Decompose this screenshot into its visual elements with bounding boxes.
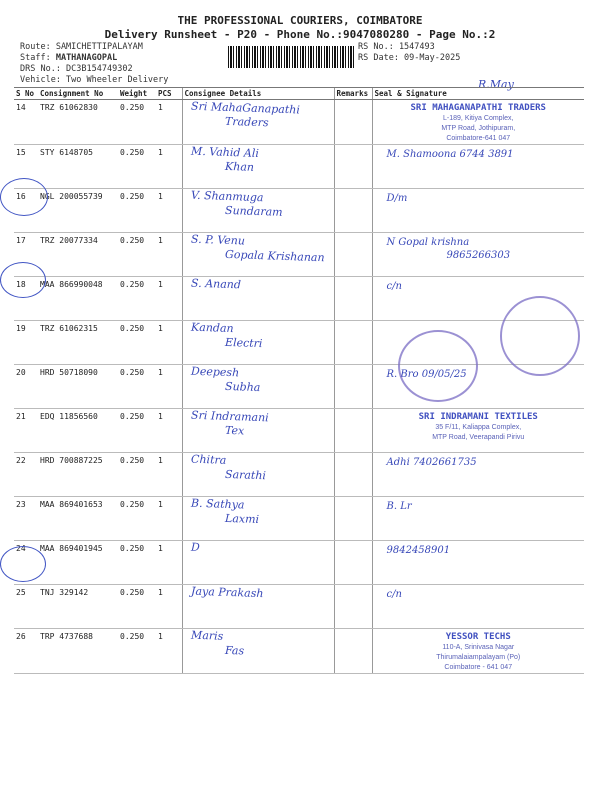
circle-mark-25	[0, 546, 46, 582]
table-row	[14, 585, 584, 629]
cell-pcs: 1	[156, 585, 182, 629]
table-row	[14, 365, 584, 409]
cell-consignment: HRD 50718090	[38, 365, 118, 409]
consignee-handwriting: S. Anand	[190, 276, 241, 292]
cell-sno: 14	[14, 100, 38, 145]
cell-seal	[372, 453, 584, 497]
cell-weight: 0.250	[118, 277, 156, 321]
cell-weight: 0.250	[118, 365, 156, 409]
cell-seal	[372, 629, 584, 674]
signature-handwriting: D/m	[386, 193, 408, 204]
cell-seal	[372, 497, 584, 541]
consignee-handwriting: Subha	[224, 379, 261, 395]
signature-handwriting: M. Shamoona 6744 3891	[386, 149, 514, 160]
cell-remarks	[334, 321, 372, 365]
signature-handwriting: Adhi 7402661735	[386, 457, 477, 468]
cell-weight: 0.250	[118, 629, 156, 674]
cell-weight: 0.250	[118, 497, 156, 541]
cell-remarks	[334, 189, 372, 233]
consignee-handwriting: Sri Indramani	[190, 408, 269, 425]
cell-weight: 0.250	[118, 453, 156, 497]
cell-consignment: STY 6148705	[38, 145, 118, 189]
table-row	[14, 277, 584, 321]
col-pcs: PCS	[156, 88, 182, 100]
col-sno: S No	[14, 88, 38, 100]
cell-remarks	[334, 365, 372, 409]
cell-sno: 16	[14, 189, 38, 233]
seal-stamp-text: L-189, Kitiya Complex,	[443, 115, 514, 122]
cell-consignment: TNJ 329142	[38, 585, 118, 629]
cell-consignee	[182, 100, 334, 145]
cell-consignee	[182, 629, 334, 674]
cell-weight: 0.250	[118, 189, 156, 233]
cell-pcs: 1	[156, 145, 182, 189]
seal-stamp-text: Coimbatore - 641 047	[444, 664, 513, 671]
cell-remarks	[334, 497, 372, 541]
consignee-handwriting: Khan	[224, 159, 254, 174]
cell-consignee	[182, 541, 334, 585]
consignee-handwriting: Chitra	[190, 452, 227, 467]
consignee-handwriting: Deepesh	[190, 364, 239, 380]
cell-weight: 0.250	[118, 233, 156, 277]
table-row	[14, 453, 584, 497]
cell-sno: 15	[14, 145, 38, 189]
cell-sno: 21	[14, 409, 38, 453]
cell-sno: 25	[14, 585, 38, 629]
table-row	[14, 497, 584, 541]
table-row	[14, 541, 584, 585]
seal-stamp-text: 110-A, Srinivasa Nagar	[442, 644, 515, 651]
cell-remarks	[334, 585, 372, 629]
consignee-handwriting: Traders	[224, 114, 269, 130]
cell-sno: 26	[14, 629, 38, 674]
col-seal: Seal & Signature	[372, 88, 584, 100]
cell-consignee	[182, 233, 334, 277]
seal-top-note: R.May	[478, 78, 514, 91]
company-title: THE PROFESSIONAL COURIERS, COIMBATORE	[177, 14, 423, 27]
staff	[20, 53, 117, 63]
consignee-handwriting: Fas	[224, 643, 244, 658]
cell-pcs: 1	[156, 233, 182, 277]
cell-seal	[372, 585, 584, 629]
signature-handwriting: c/n	[386, 589, 402, 600]
cell-remarks	[334, 629, 372, 674]
table-row	[14, 629, 584, 674]
table-row	[14, 321, 584, 365]
circle-mark-18	[0, 262, 46, 298]
seal-stamp-text: 35 F/11, Kaliappa Complex,	[435, 424, 522, 431]
seal-stamp-text: Coimbatore-641 047	[446, 135, 511, 142]
seal-stamp-text: SRI MAHAGANAPATHI TRADERS	[410, 103, 546, 113]
seal-stamp-text: Thirumalaiampalayam (Po)	[436, 654, 521, 661]
col-consignee: Consignee Details	[182, 88, 334, 100]
staff-value: MATHANAGOPAL	[55, 53, 118, 63]
table-row	[14, 409, 584, 453]
cell-consignee	[182, 453, 334, 497]
seal-stamp-text: SRI INDRAMANI TEXTILES	[418, 412, 538, 422]
cell-sno: 24	[14, 541, 38, 585]
cell-consignee	[182, 189, 334, 233]
cell-consignment: TRZ 61062830	[38, 100, 118, 145]
table-row	[14, 100, 584, 145]
cell-consignee	[182, 277, 334, 321]
consignee-handwriting: V. Shanmuga	[190, 188, 264, 205]
cell-consignee	[182, 321, 334, 365]
cell-consignment: HRD 700887225	[38, 453, 118, 497]
cell-weight: 0.250	[118, 541, 156, 585]
cell-pcs: 1	[156, 497, 182, 541]
consignee-handwriting: Sri MahaGanapathi	[190, 99, 300, 117]
consignee-handwriting: Kandan	[190, 320, 234, 336]
table-row	[14, 145, 584, 189]
cell-consignment: MAA 869401653	[38, 497, 118, 541]
runsheet-subtitle: Delivery Runsheet - P20 - Phone No.:9047080280 - Page No.:2	[104, 28, 496, 41]
cell-consignment: MAA 866990048	[38, 277, 118, 321]
cell-sno: 18	[14, 277, 38, 321]
consignee-handwriting: B. Sathya	[190, 496, 245, 512]
drs-number: DRS No.: DC3B154749302	[20, 64, 133, 74]
signature-handwriting: N Gopal krishna	[386, 237, 470, 248]
vehicle: Vehicle: Two Wheeler Delivery	[20, 75, 169, 85]
cell-consignment: EDQ 11856560	[38, 409, 118, 453]
signature-handwriting: R. Bro 09/05/25	[386, 369, 467, 380]
seal-stamp-text: YESSOR TECHS	[445, 632, 511, 642]
cell-consignment: NGL 200055739	[38, 189, 118, 233]
consignee-handwriting: Laxmi	[224, 511, 259, 527]
cell-seal	[372, 100, 584, 145]
rs-date: RS Date: 09-May-2025	[358, 53, 461, 63]
cell-remarks	[334, 409, 372, 453]
cell-pcs: 1	[156, 365, 182, 409]
cell-seal	[372, 409, 584, 453]
consignee-handwriting: Jaya Prakash	[190, 584, 264, 601]
seal-stamp-text: MTP Road, Jothipuram,	[441, 125, 516, 132]
consignee-handwriting: Electri	[224, 335, 263, 351]
cell-remarks	[334, 233, 372, 277]
consignee-handwriting: Maris	[190, 628, 224, 643]
route: Route: SAMICHETTIPALAYAM	[20, 42, 143, 52]
cell-pcs: 1	[156, 541, 182, 585]
cell-weight: 0.250	[118, 100, 156, 145]
cell-weight: 0.250	[118, 145, 156, 189]
cell-sno: 17	[14, 233, 38, 277]
cell-seal	[372, 189, 584, 233]
cell-consignee	[182, 585, 334, 629]
rs-number: RS No.: 1547493	[358, 42, 435, 52]
staff-label: Staff:	[20, 53, 56, 63]
seal-stamp-text: MTP Road, Veerapandi Pirivu	[432, 434, 525, 441]
round-stamp-purple	[398, 330, 478, 402]
signature-handwriting: 9842458901	[386, 545, 451, 556]
cell-remarks	[334, 100, 372, 145]
table-row	[14, 233, 584, 277]
cell-consignee	[182, 145, 334, 189]
cell-seal	[372, 233, 584, 277]
cell-consignment: TRZ 61062315	[38, 321, 118, 365]
cell-remarks	[334, 541, 372, 585]
cell-pcs: 1	[156, 321, 182, 365]
cell-pcs: 1	[156, 453, 182, 497]
cell-remarks	[334, 277, 372, 321]
cell-seal	[372, 145, 584, 189]
cell-consignee	[182, 497, 334, 541]
cell-consignment: TRZ 20077334	[38, 233, 118, 277]
cell-seal	[372, 541, 584, 585]
cell-consignee	[182, 409, 334, 453]
consignee-handwriting: Sarathi	[224, 467, 266, 483]
cell-pcs: 1	[156, 629, 182, 674]
signature-handwriting: B. Lr	[386, 501, 412, 512]
cell-consignment: MAA 869401945	[38, 541, 118, 585]
cell-sno: 19	[14, 321, 38, 365]
cell-sno: 22	[14, 453, 38, 497]
cell-remarks	[334, 145, 372, 189]
col-weight: Weight	[118, 88, 156, 100]
col-remarks: Remarks	[334, 88, 372, 100]
table-header-row	[14, 88, 584, 100]
cell-pcs: 1	[156, 277, 182, 321]
circle-mark-16	[0, 178, 48, 216]
cell-weight: 0.250	[118, 321, 156, 365]
cell-pcs: 1	[156, 409, 182, 453]
barcode	[228, 46, 356, 68]
table-row	[14, 189, 584, 233]
consignee-handwriting: S. P. Venu	[190, 232, 245, 248]
cell-consignee	[182, 365, 334, 409]
cell-sno: 20	[14, 365, 38, 409]
round-stamp-kandan	[500, 296, 580, 376]
consignee-handwriting: M. Vahid Ali	[190, 144, 259, 161]
col-consignment: Consignment No	[38, 88, 118, 100]
consignee-handwriting: D	[190, 540, 200, 554]
runsheet-table	[14, 87, 584, 674]
cell-weight: 0.250	[118, 409, 156, 453]
signature-handwriting: 9865266303	[446, 250, 511, 261]
cell-consignment: TRP 4737688	[38, 629, 118, 674]
consignee-handwriting: Sundaram	[224, 203, 283, 219]
cell-pcs: 1	[156, 100, 182, 145]
cell-weight: 0.250	[118, 585, 156, 629]
cell-sno: 23	[14, 497, 38, 541]
cell-remarks	[334, 453, 372, 497]
signature-handwriting: c/n	[386, 281, 402, 292]
consignee-handwriting: Tex	[224, 423, 244, 438]
consignee-handwriting: Gopala Krishanan	[224, 247, 325, 265]
cell-pcs: 1	[156, 189, 182, 233]
